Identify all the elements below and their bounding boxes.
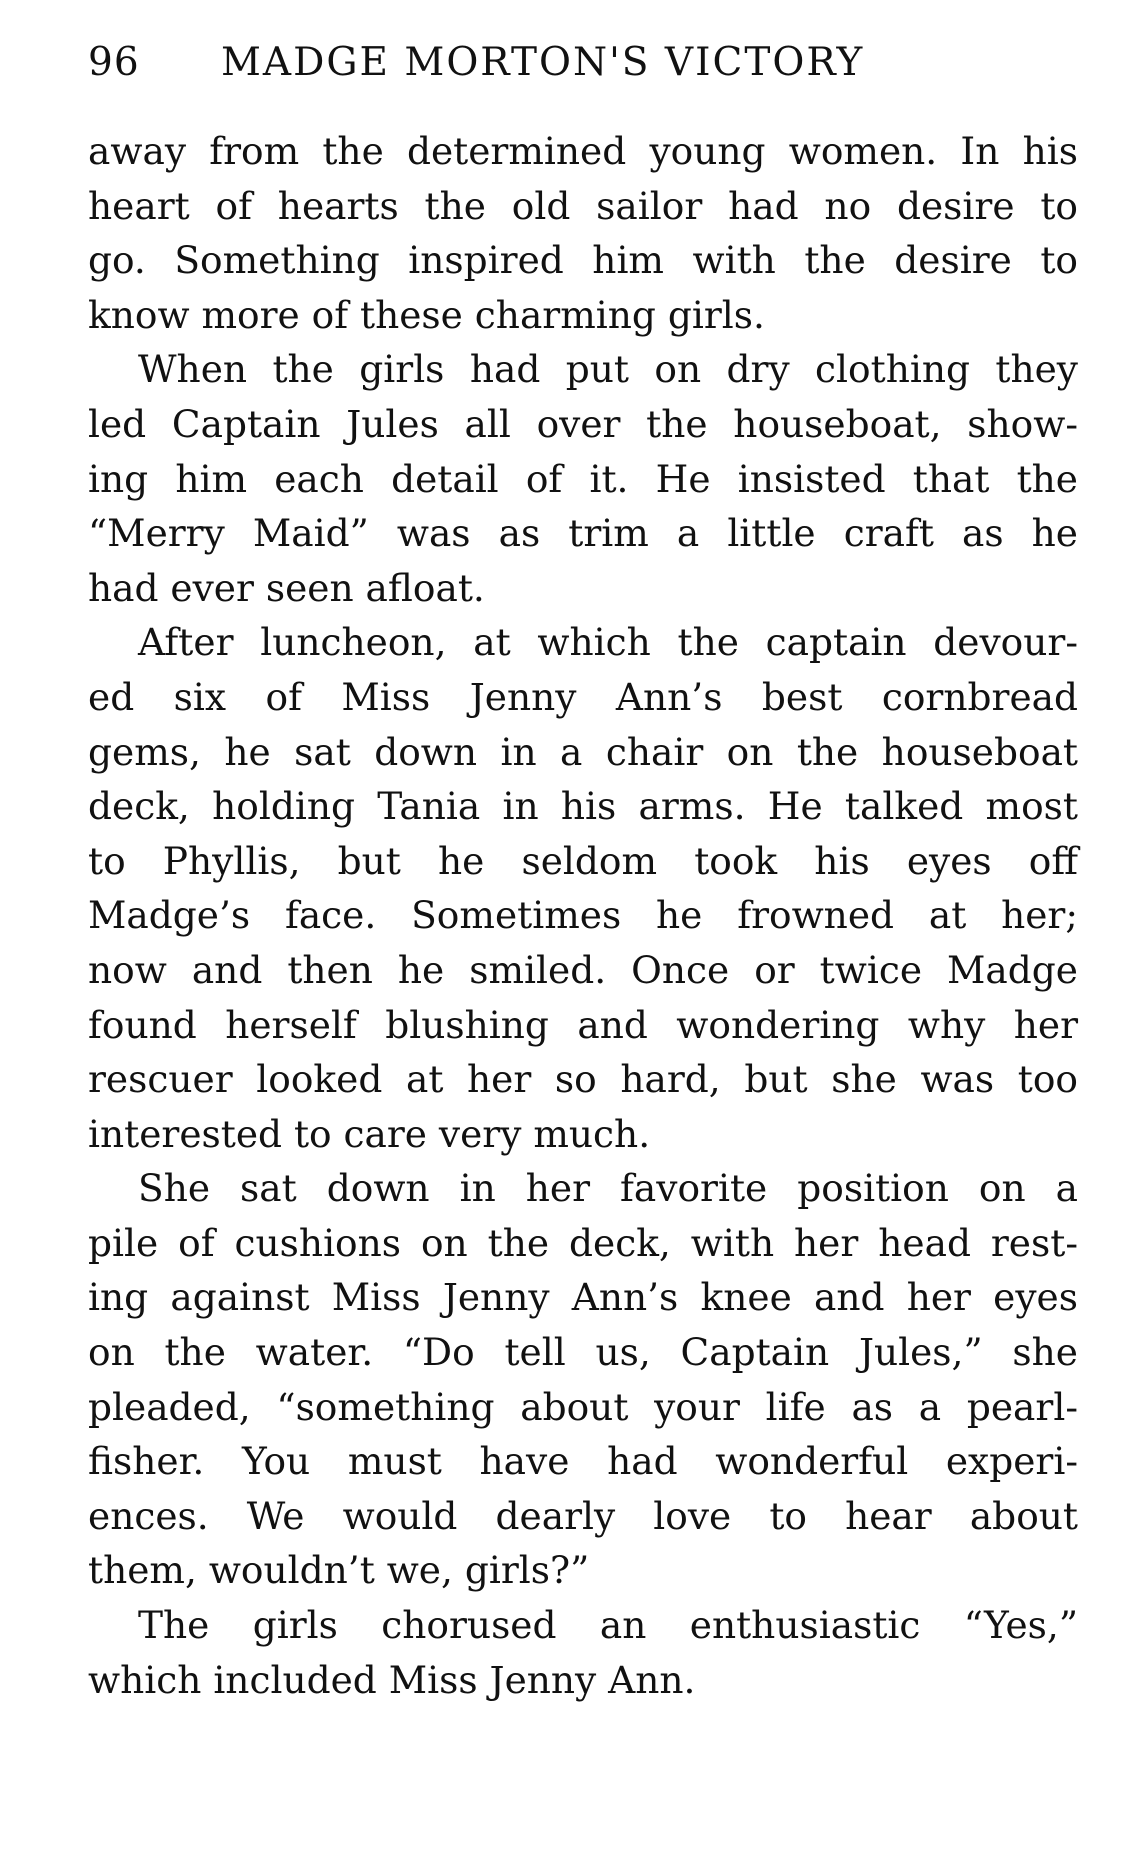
text-line: rescuer looked at her so hard, but she was too [88,1057,1078,1102]
body-text [88,124,1078,1707]
text-line: had ever seen afloat. [88,565,485,610]
text-line: deck, holding Tania in his arms. He talked most [88,784,1078,829]
page-number: 96 [88,40,140,85]
text-line: now and then he smiled. Once or twice Madge [88,947,1078,992]
text-line: ed six of Miss Jenny Ann’s best cornbread [88,674,1078,719]
text-line: know more of these charming girls. [88,292,765,337]
text-line: interested to care very much. [88,1111,651,1156]
text-line: ing him each detail of it. He insisted that the [88,456,1078,501]
text-line: gems, he sat down in a chair on the houseboat [88,729,1078,774]
book-title: MADGE MORTON'S VICTORY [221,40,865,85]
paragraph-3 [88,615,1078,1161]
text-line: pleaded, “something about your life as a pearl- [88,1384,1078,1429]
text-line: After luncheon, at which the captain devour- [138,620,1078,665]
text-line: led Captain Jules all over the houseboat, show- [88,401,1078,446]
text-line: pile of cushions on the deck, with her head rest- [88,1220,1078,1265]
paragraph-2 [88,342,1078,615]
text-line: found herself blushing and wondering why her [88,1002,1078,1047]
text-line: She sat down in her favorite position on a [138,1166,1078,1211]
text-line: When the girls had put on dry clothing they [138,347,1078,392]
text-line: Madge’s face. Sometimes he frowned at her; [88,893,1078,938]
text-line: which included Miss Jenny Ann. [88,1657,696,1702]
text-line: to Phyllis, but he seldom took his eyes off [88,838,1078,883]
paragraph-4 [88,1161,1078,1598]
text-line: fisher. You must have had wonderful experi- [88,1439,1078,1484]
text-line: away from the determined young women. In his [88,129,1078,173]
book-page [88,40,1078,1707]
text-line: ing against Miss Jenny Ann’s knee and her eyes [88,1275,1078,1320]
text-line: heart of hearts the old sailor had no desire to [88,183,1078,228]
text-line: The girls chorused an enthusiastic “Yes,” [138,1603,1078,1648]
paragraph-1 [88,124,1078,342]
text-line: on the water. “Do tell us, Captain Jules,” she [88,1330,1078,1375]
text-line: go. Something inspired him with the desire to [88,238,1078,283]
running-head [88,40,1078,102]
text-line: ences. We would dearly love to hear about [88,1493,1078,1538]
text-line: them, wouldn’t we, girls?” [88,1548,590,1593]
paragraph-5 [88,1598,1078,1707]
text-line: “Merry Maid” was as trim a little craft as he [88,511,1078,556]
